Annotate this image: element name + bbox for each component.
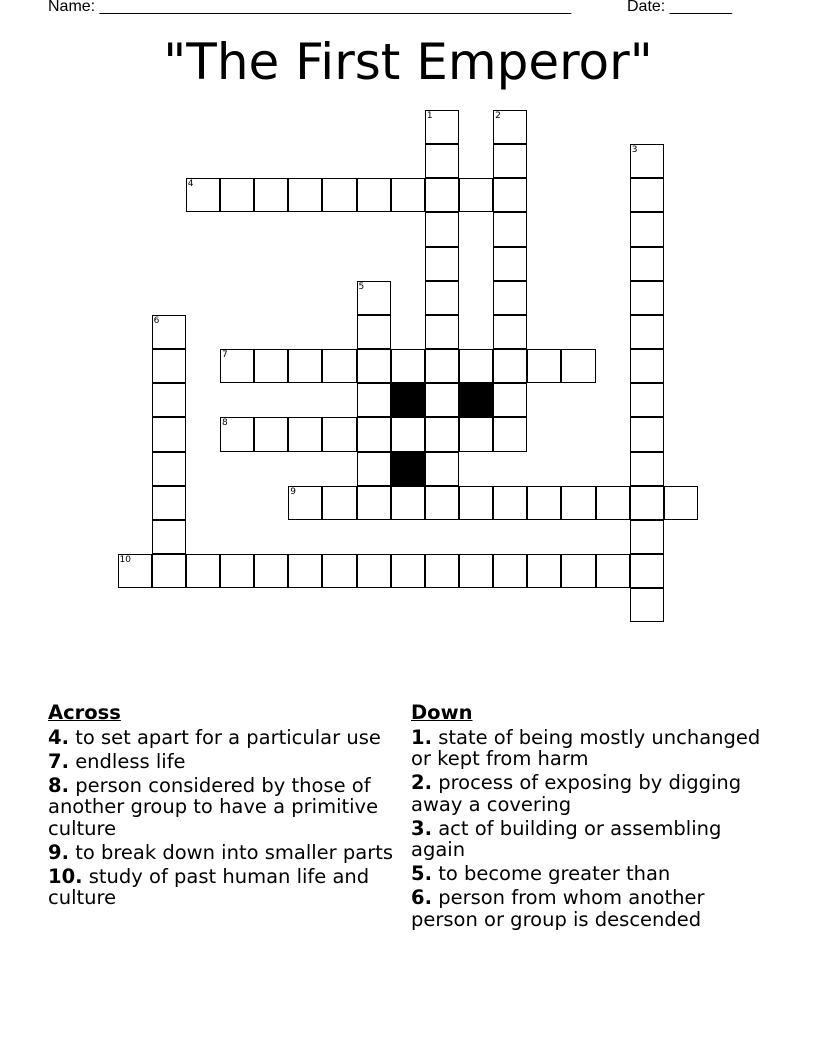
grid-cell[interactable] (322, 486, 356, 520)
grid-block (391, 383, 425, 417)
clue-number-label: 5 (358, 281, 365, 292)
grid-cell[interactable] (391, 178, 425, 212)
grid-cell[interactable] (357, 417, 391, 451)
grid-cell[interactable] (152, 383, 186, 417)
page-title: "The First Emperor" (163, 33, 653, 91)
clue-number-label: 4 (187, 179, 194, 190)
name-field[interactable]: Name: _____________________________________________________ (48, 0, 572, 15)
date-field[interactable]: Date: _______ (627, 0, 732, 15)
clue-number-label: 3 (631, 145, 638, 156)
grid-cell[interactable] (254, 554, 288, 588)
grid-cell[interactable] (459, 178, 493, 212)
grid-cell[interactable] (220, 554, 254, 588)
down-clue (411, 772, 761, 815)
clue-number: 2. (411, 771, 432, 794)
grid-cell[interactable] (561, 349, 595, 383)
grid-cell[interactable] (391, 486, 425, 520)
grid-cell[interactable] (425, 349, 459, 383)
grid-block (459, 383, 493, 417)
across-clues (48, 702, 398, 911)
grid-cell[interactable] (596, 486, 630, 520)
clue-number: 9. (48, 840, 69, 864)
across-clue (48, 751, 398, 773)
grid-cell[interactable] (288, 349, 322, 383)
down-heading: Down (411, 701, 473, 724)
grid-cell[interactable] (493, 349, 527, 383)
clue-number-label: 6 (153, 315, 160, 326)
grid-cell[interactable] (459, 417, 493, 451)
grid-cell[interactable] (493, 383, 527, 417)
grid-cell[interactable] (630, 383, 664, 417)
grid-cell[interactable] (254, 178, 288, 212)
grid-cell[interactable] (425, 110, 459, 144)
across-clue (48, 866, 398, 909)
clue-text: person from whom another person or group is descended (411, 886, 705, 931)
across-heading: Across (48, 701, 121, 724)
clue-text: person considered by those of another group to have a primitive culture (48, 773, 379, 840)
grid-cell[interactable] (459, 554, 493, 588)
grid-cell[interactable] (152, 417, 186, 451)
grid-cell[interactable] (630, 178, 664, 212)
grid-cell[interactable] (357, 349, 391, 383)
grid-cell[interactable] (425, 247, 459, 281)
grid-cell[interactable] (425, 315, 459, 349)
grid-cell[interactable] (630, 315, 664, 349)
clue-number-label: 10 (119, 554, 131, 565)
grid-cell[interactable] (493, 144, 527, 178)
grid-cell[interactable] (425, 452, 459, 486)
grid-cell[interactable] (186, 554, 220, 588)
grid-cell[interactable] (527, 349, 561, 383)
grid-cell[interactable] (288, 554, 322, 588)
grid-cell[interactable] (493, 178, 527, 212)
clue-number: 7. (48, 749, 69, 773)
down-clue (411, 727, 761, 770)
down-clue (411, 818, 761, 861)
clue-number: 10. (48, 864, 83, 888)
clue-number-label: 7 (221, 350, 228, 361)
clue-number-label: 2 (495, 111, 501, 121)
grid-cell[interactable] (357, 554, 391, 588)
clue-number: 4. (48, 725, 69, 749)
grid-cell[interactable] (493, 110, 527, 144)
grid-cell[interactable] (630, 554, 664, 588)
grid-cell[interactable] (357, 315, 391, 349)
clue-number: 1. (411, 725, 432, 749)
grid-cell[interactable] (254, 349, 288, 383)
clue-number: 5. (411, 862, 432, 885)
grid-cell[interactable] (664, 486, 698, 520)
grid-cell[interactable] (186, 178, 220, 212)
grid-cell[interactable] (493, 281, 527, 315)
grid-cell[interactable] (425, 486, 459, 520)
clue-number-label: 9 (290, 486, 296, 497)
clue-number-label: 1 (426, 111, 433, 121)
grid-cell[interactable] (630, 520, 664, 554)
grid-cell[interactable] (152, 452, 186, 486)
grid-cell[interactable] (152, 315, 186, 349)
grid-cell[interactable] (254, 417, 288, 451)
grid-cell[interactable] (425, 144, 459, 178)
clue-text: to break down into smaller parts (75, 840, 394, 864)
grid-cell[interactable] (220, 417, 254, 451)
grid-cell[interactable] (357, 281, 391, 315)
grid-cell[interactable] (152, 486, 186, 520)
grid-cell[interactable] (493, 247, 527, 281)
grid-cell[interactable] (425, 554, 459, 588)
across-clue (48, 727, 398, 749)
clue-number-label: 8 (221, 418, 228, 429)
across-clue (48, 842, 398, 864)
clue-text: act of building or assembling again (411, 816, 722, 861)
grid-cell[interactable] (459, 486, 493, 520)
grid-cell[interactable] (152, 520, 186, 554)
grid-cell[interactable] (630, 486, 664, 520)
grid-cell[interactable] (425, 383, 459, 417)
grid-cell[interactable] (630, 417, 664, 451)
grid-cell[interactable] (630, 588, 664, 622)
grid-cell[interactable] (493, 486, 527, 520)
grid-cell[interactable] (527, 554, 561, 588)
clue-text: process of exposing by digging away a covering (411, 771, 742, 816)
grid-cell[interactable] (493, 554, 527, 588)
grid-cell[interactable] (493, 315, 527, 349)
grid-cell[interactable] (527, 486, 561, 520)
grid-cell[interactable] (288, 178, 322, 212)
grid-block (391, 452, 425, 486)
grid-cell[interactable] (220, 178, 254, 212)
down-clue (411, 863, 761, 885)
grid-cell[interactable] (596, 554, 630, 588)
grid-cell[interactable] (493, 417, 527, 451)
clue-text: endless life (75, 749, 186, 773)
grid-cell[interactable] (322, 349, 356, 383)
down-clue (411, 887, 761, 930)
grid-cell[interactable] (391, 554, 425, 588)
grid-cell[interactable] (459, 349, 493, 383)
clue-text: to set apart for a particular use (75, 725, 381, 749)
clue-number: 3. (411, 816, 432, 840)
grid-cell[interactable] (288, 417, 322, 451)
grid-cell[interactable] (425, 212, 459, 246)
grid-cell[interactable] (357, 383, 391, 417)
grid-cell[interactable] (630, 247, 664, 281)
grid-cell[interactable] (322, 417, 356, 451)
grid-cell[interactable] (322, 554, 356, 588)
grid-cell[interactable] (630, 349, 664, 383)
grid-cell[interactable] (357, 178, 391, 212)
down-clues (411, 702, 761, 933)
grid-cell[interactable] (357, 486, 391, 520)
grid-cell[interactable] (220, 349, 254, 383)
clue-number: 8. (48, 773, 69, 797)
grid-cell[interactable] (561, 554, 595, 588)
grid-cell[interactable] (118, 554, 152, 588)
grid-cell[interactable] (391, 417, 425, 451)
across-clue (48, 775, 398, 840)
clue-text: to become greater than (438, 862, 671, 885)
clue-text: state of being mostly unchanged or kept from harm (411, 725, 761, 770)
grid-cell[interactable] (357, 452, 391, 486)
grid-cell[interactable] (152, 349, 186, 383)
grid-cell[interactable] (493, 212, 527, 246)
grid-cell[interactable] (630, 452, 664, 486)
grid-cell[interactable] (561, 486, 595, 520)
grid-cell[interactable] (425, 281, 459, 315)
clue-text: study of past human life and culture (48, 864, 370, 909)
grid-cell[interactable] (630, 144, 664, 178)
grid-cell[interactable] (630, 212, 664, 246)
grid-cell[interactable] (288, 486, 322, 520)
clue-number: 6. (411, 886, 432, 909)
grid-cell[interactable] (322, 178, 356, 212)
grid-cell[interactable] (391, 349, 425, 383)
grid-cell[interactable] (630, 281, 664, 315)
grid-cell[interactable] (425, 178, 459, 212)
grid-cell[interactable] (152, 554, 186, 588)
grid-cell[interactable] (425, 417, 459, 451)
